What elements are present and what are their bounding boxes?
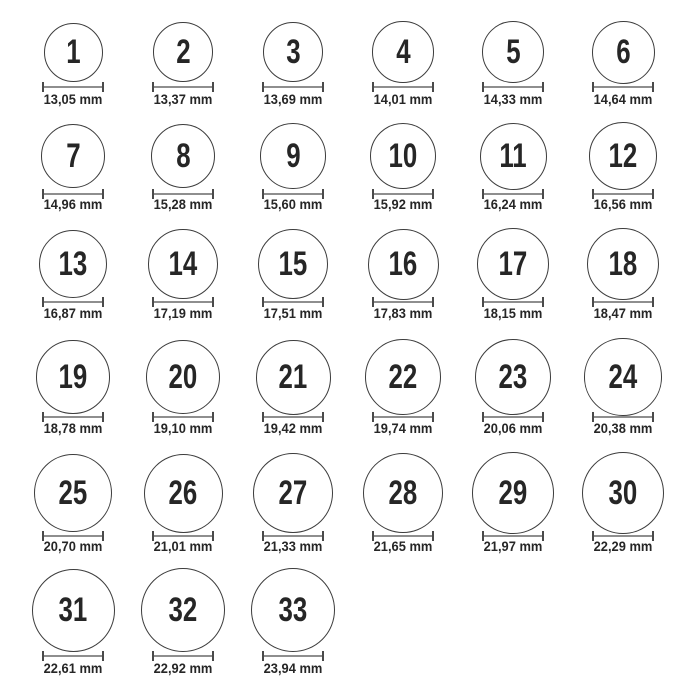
ring-size-number: 2	[175, 32, 191, 71]
ruler-line	[374, 86, 432, 88]
ruler-line	[264, 535, 322, 537]
ring-size-circle-27	[253, 453, 333, 533]
ring-size-number: 10	[388, 136, 418, 175]
ring-size-number: 11	[499, 137, 527, 175]
ring-size-number: 5	[505, 32, 521, 71]
ruler-line	[484, 301, 542, 303]
diameter-label: 21,65 mm	[373, 538, 433, 554]
ring-size-number: 16	[388, 245, 418, 283]
ring-size-circle-31	[32, 569, 115, 652]
ruler-line	[374, 535, 432, 537]
diameter-label: 20,70 mm	[43, 538, 103, 554]
ring-size-circle-18	[587, 228, 660, 301]
ruler-line	[484, 416, 542, 418]
ruler-line	[44, 416, 102, 418]
ruler-line	[484, 86, 542, 88]
ruler-line	[154, 86, 212, 88]
ring-size-number: 32	[168, 590, 198, 629]
ring-size-circle-26	[144, 454, 223, 533]
ring-size-circle-11	[480, 123, 547, 190]
diameter-label: 19,74 mm	[373, 420, 433, 436]
ring-size-number: 17	[498, 244, 528, 283]
ring-size-circle-19	[36, 340, 109, 413]
diameter-label: 23,94 mm	[263, 660, 323, 676]
diameter-label: 16,56 mm	[593, 196, 653, 212]
ruler-line	[44, 535, 102, 537]
ring-size-number: 18	[608, 244, 638, 283]
ring-size-number: 28	[388, 473, 418, 512]
ring-size-circle-21	[256, 340, 331, 415]
diameter-label: 13,05 mm	[43, 91, 103, 107]
diameter-label: 21,01 mm	[153, 538, 213, 554]
diameter-label: 19,42 mm	[263, 420, 323, 436]
ring-size-number: 29	[498, 473, 528, 512]
ring-size-number: 30	[608, 473, 638, 512]
diameter-label: 22,29 mm	[593, 538, 653, 554]
ring-size-circle-1	[44, 23, 103, 82]
ring-size-circle-25	[34, 454, 112, 532]
ring-size-number: 13	[58, 244, 88, 283]
ring-size-number: 14	[168, 244, 198, 283]
ring-size-number: 9	[285, 136, 301, 175]
diameter-label: 15,92 mm	[373, 196, 433, 212]
diameter-label: 15,28 mm	[153, 196, 213, 212]
diameter-label: 16,24 mm	[483, 196, 543, 212]
ruler-line	[594, 301, 652, 303]
diameter-label: 18,78 mm	[43, 420, 103, 436]
ring-size-number: 31	[58, 591, 88, 629]
ring-size-number: 24	[608, 357, 638, 396]
diameter-label: 22,92 mm	[153, 660, 213, 676]
ruler-line	[374, 193, 432, 195]
ruler-line	[374, 301, 432, 303]
ring-size-number: 26	[168, 474, 198, 512]
ring-size-number: 6	[615, 33, 631, 71]
diameter-label: 21,33 mm	[263, 538, 323, 554]
ring-size-number: 25	[58, 473, 88, 512]
ruler-line	[154, 301, 212, 303]
ring-size-number: 19	[58, 357, 88, 396]
ruler-line	[44, 193, 102, 195]
ring-size-number: 23	[498, 357, 528, 396]
ring-size-circle-16	[368, 229, 439, 300]
ring-size-circle-30	[582, 452, 664, 534]
ring-size-circle-33	[251, 568, 336, 653]
diameter-label: 22,61 mm	[43, 660, 103, 676]
ruler-line	[594, 535, 652, 537]
diameter-label: 20,06 mm	[483, 420, 543, 436]
ruler-line	[44, 655, 102, 657]
ring-size-circle-10	[370, 123, 436, 189]
diameter-label: 14,33 mm	[483, 91, 543, 107]
ring-size-number: 8	[175, 136, 191, 175]
diameter-label: 18,47 mm	[593, 305, 653, 321]
ruler-line	[374, 416, 432, 418]
ruler-line	[594, 416, 652, 418]
ruler-line	[264, 193, 322, 195]
ring-size-number: 21	[278, 358, 308, 396]
ring-size-circle-13	[39, 230, 108, 299]
ring-size-number: 20	[168, 357, 198, 396]
ruler-line	[264, 301, 322, 303]
ruler-line	[154, 535, 212, 537]
diameter-label: 13,69 mm	[263, 91, 323, 107]
ring-size-circle-24	[584, 338, 661, 415]
diameter-label: 17,83 mm	[373, 305, 433, 321]
ring-size-circle-32	[141, 568, 225, 652]
ring-size-circle-12	[589, 122, 657, 190]
ring-size-circle-2	[153, 22, 213, 82]
ring-size-circle-17	[477, 228, 549, 300]
diameter-label: 17,19 mm	[153, 305, 213, 321]
diameter-label: 13,37 mm	[153, 91, 213, 107]
ruler-line	[44, 86, 102, 88]
ring-size-number: 22	[388, 357, 418, 396]
ring-size-number: 3	[285, 32, 301, 71]
ruler-line	[154, 416, 212, 418]
diameter-label: 15,60 mm	[263, 196, 323, 212]
ruler-line	[264, 416, 322, 418]
ring-size-number: 33	[278, 590, 308, 629]
ring-size-circle-7	[41, 124, 105, 188]
diameter-label: 14,01 mm	[373, 91, 433, 107]
ruler-line	[264, 86, 322, 88]
ring-size-circle-23	[475, 339, 552, 416]
diameter-label: 14,64 mm	[593, 91, 653, 107]
ring-size-circle-28	[363, 453, 444, 534]
ring-size-circle-5	[482, 21, 544, 83]
diameter-label: 20,38 mm	[593, 420, 653, 436]
ring-size-number: 12	[608, 136, 638, 175]
ruler-line	[594, 193, 652, 195]
ring-size-circle-15	[258, 229, 328, 299]
ring-size-circle-29	[472, 452, 553, 533]
ring-size-circle-9	[260, 123, 325, 188]
ruler-line	[484, 193, 542, 195]
diameter-label: 17,51 mm	[263, 305, 323, 321]
diameter-label: 19,10 mm	[153, 420, 213, 436]
ring-size-number: 4	[395, 32, 411, 71]
diameter-label: 18,15 mm	[483, 305, 543, 321]
diameter-label: 16,87 mm	[43, 305, 103, 321]
ruler-line	[264, 655, 322, 657]
ruler-line	[154, 655, 212, 657]
ring-size-number: 1	[65, 33, 81, 71]
ring-size-circle-4	[372, 21, 433, 82]
ring-size-circle-6	[592, 21, 655, 84]
ring-size-circle-20	[146, 340, 220, 414]
ruler-line	[154, 193, 212, 195]
ring-size-circle-14	[148, 229, 217, 298]
diameter-label: 21,97 mm	[483, 538, 543, 554]
ring-size-number: 7	[65, 136, 81, 175]
ruler-line	[44, 301, 102, 303]
ruler-line	[484, 535, 542, 537]
ring-size-circle-22	[365, 339, 441, 415]
ring-size-circle-3	[263, 22, 324, 83]
ruler-line	[594, 86, 652, 88]
ring-size-number: 27	[278, 473, 308, 512]
ring-size-number: 15	[278, 244, 308, 283]
ring-size-circle-8	[151, 124, 216, 189]
diameter-label: 14,96 mm	[43, 196, 103, 212]
